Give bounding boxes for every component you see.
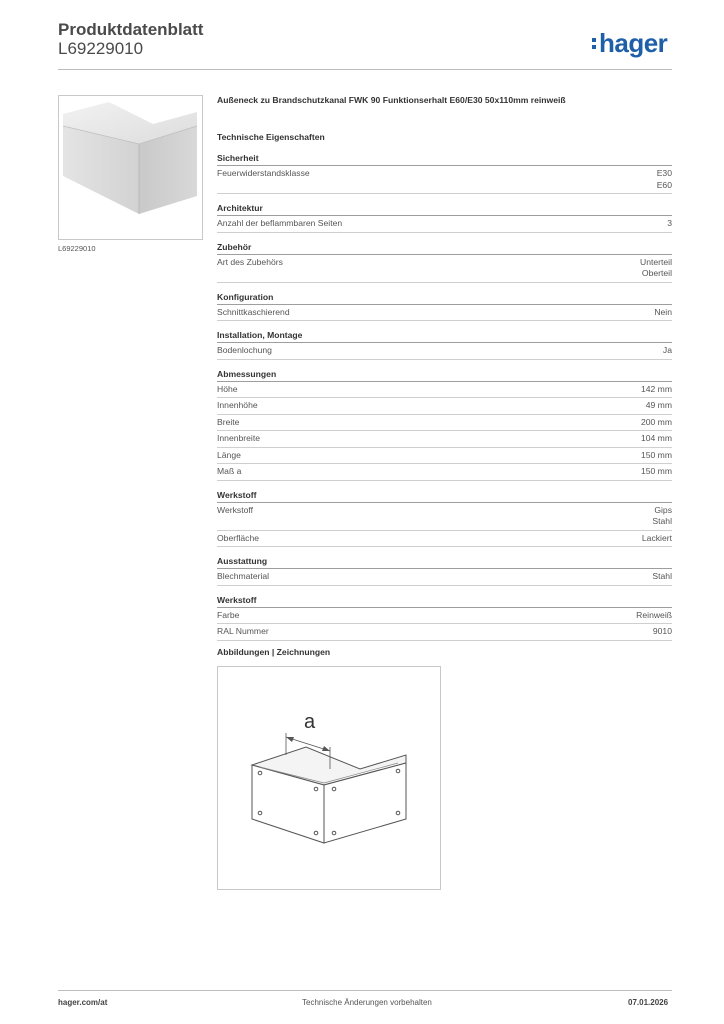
spec-key: RAL Nummer: [217, 626, 269, 636]
spec-key: Anzahl der beflammbaren Seiten: [217, 218, 343, 228]
spec-value: 200 mm: [640, 416, 672, 427]
group-title: Ausstattung: [217, 556, 672, 569]
spec-value: Nein: [654, 306, 672, 317]
spec-key: Farbe: [217, 609, 240, 620]
spec-value: 49 mm: [645, 400, 672, 410]
group-title: Installation, Montage: [217, 330, 672, 343]
product-title: Außeneck zu Brandschutzkanal FWK 90 Funktionserhalt E60/E30 50x110mm reinweiß: [217, 95, 566, 105]
footer-date: 07.01.2026: [628, 998, 669, 1007]
group-abmessungen: [217, 369, 672, 481]
group-sicherheit: [217, 153, 672, 194]
spec-row: [217, 531, 672, 548]
spec-value: 150 mm: [640, 466, 672, 476]
group-konfiguration: [217, 292, 672, 322]
group-title: Abmessungen: [217, 369, 672, 382]
thumbnail-caption: L69229010: [58, 244, 96, 253]
spec-row: [217, 448, 672, 465]
footer-website-link[interactable]: hager.com/at: [58, 998, 108, 1007]
spec-row: [217, 624, 672, 641]
spec-row: [217, 431, 672, 448]
hager-logo: [592, 28, 667, 59]
spec-value: 3: [667, 218, 672, 228]
spec-key: Maß a: [217, 466, 242, 476]
group-ausstattung: [217, 556, 672, 586]
spec-key: Schnittkaschierend: [217, 306, 290, 317]
spec-row: [217, 166, 672, 194]
spec-row: [217, 503, 672, 531]
group-architektur: [217, 203, 672, 233]
spec-value: 9010: [652, 626, 672, 636]
spec-value: Lackiert: [641, 532, 672, 543]
spec-value: E30 E60: [656, 168, 672, 190]
spec-key: Innenhöhe: [217, 400, 258, 410]
group-title: Konfiguration: [217, 292, 672, 305]
spec-key: Oberfläche: [217, 532, 260, 543]
spec-value: Unterteil Oberteil: [640, 256, 672, 278]
spec-key: Länge: [217, 449, 241, 460]
dimension-label: a: [304, 711, 316, 733]
spec-key: Werkstoff: [217, 504, 253, 515]
page-title: Produktdatenblatt: [58, 20, 204, 39]
spec-key: Innenbreite: [217, 433, 261, 443]
product-details: [217, 95, 672, 650]
spec-row: [217, 382, 672, 399]
spec-row: [217, 305, 672, 322]
group-title: Architektur: [217, 203, 672, 216]
spec-value: 104 mm: [640, 433, 672, 443]
group-zubehoer: [217, 242, 672, 283]
group-title: Werkstoff: [217, 595, 672, 608]
spec-value: Stahl: [652, 571, 672, 581]
spec-row: [217, 398, 672, 415]
tech-properties-heading: Technische Eigenschaften: [217, 132, 325, 142]
spec-key: Feuerwiderstandsklasse: [217, 168, 310, 178]
technical-drawing: [217, 666, 441, 890]
header-divider: [58, 69, 672, 70]
figures-heading: Abbildungen | Zeichnungen: [217, 647, 331, 657]
spec-key: Blechmaterial: [217, 571, 270, 581]
group-title: Zubehör: [217, 242, 672, 255]
product-photo-icon: [59, 96, 202, 239]
spec-key: Höhe: [217, 383, 238, 394]
spec-row: [217, 415, 672, 432]
group-werkstoff: [217, 490, 672, 548]
corner-drawing-icon: [218, 667, 440, 889]
group-installation: [217, 330, 672, 360]
spec-key: Breite: [217, 416, 240, 427]
spec-row: [217, 216, 672, 233]
spec-row: [217, 569, 672, 586]
footer-note: Technische Änderungen vorbehalten: [302, 998, 432, 1007]
logo-text: hager: [599, 28, 668, 58]
spec-key: Art des Zubehörs: [217, 256, 283, 267]
spec-row: [217, 464, 672, 481]
group-title: Werkstoff: [217, 490, 672, 503]
group-title: Sicherheit: [217, 153, 672, 166]
spec-value: Reinweiß: [636, 609, 672, 620]
spec-value: 142 mm: [640, 383, 672, 394]
footer-divider: [58, 990, 672, 991]
spec-value: Ja: [662, 345, 672, 355]
spec-key: Bodenlochung: [217, 345, 272, 355]
spec-value: Gips Stahl: [652, 504, 672, 526]
spec-row: [217, 608, 672, 625]
product-thumbnail: [58, 95, 203, 240]
spec-row: [217, 255, 672, 283]
logo-dots-icon: [592, 36, 598, 50]
product-code: L69229010: [58, 39, 144, 58]
group-werkstoff-farbe: [217, 595, 672, 641]
spec-value: 150 mm: [640, 449, 672, 460]
spec-row: [217, 343, 672, 360]
